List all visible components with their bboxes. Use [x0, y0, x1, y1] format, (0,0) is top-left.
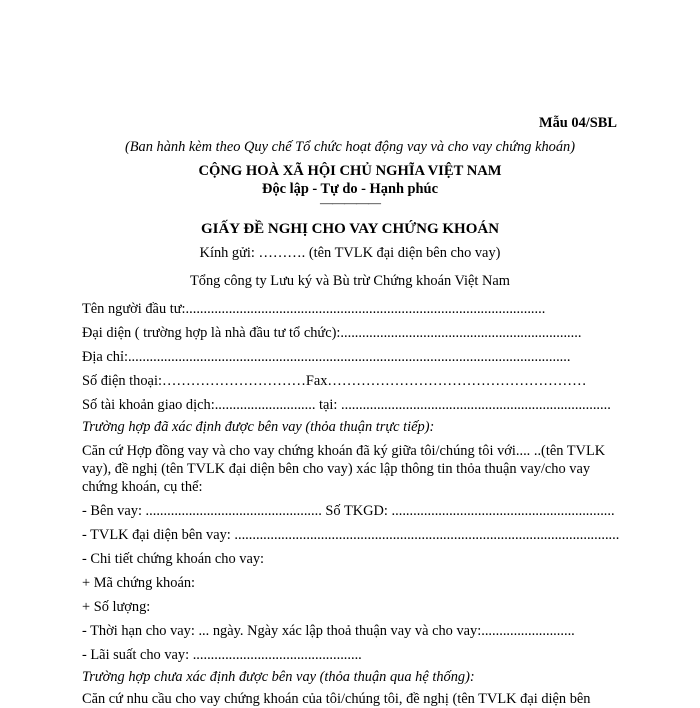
interest-rate-field: - Lãi suất cho vay: ............................................... [82, 647, 362, 663]
securities-details-label: - Chi tiết chứng khoán cho vay: [82, 551, 265, 567]
subtitle: (Ban hành kèm theo Quy chế Tổ chức hoạt động vay và cho vay chứng khoán) [124, 139, 576, 155]
addressee-organization: Tổng công ty Lưu ký và Bù trừ Chứng khoán Việt Nam [189, 273, 511, 289]
motto: Độc lập - Tự do - Hạnh phúc [262, 181, 438, 197]
representative-field: Đại diện ( trường hợp là nhà đầu tư tổ chức):................................................................... [82, 325, 582, 341]
form-code: Mẫu 04/SBL [539, 115, 617, 131]
account-field: Số tài khoản giao dịch:............................ tại: ........................................................................... [82, 397, 611, 413]
nation-header: CỘNG HOÀ XÃ HỘI CHỦ NGHĨA VIỆT NAM [198, 163, 502, 179]
investor-name-field: Tên người đầu tư:.................................................................................................... [82, 301, 546, 317]
borrower-field: - Bên vay: ................................................. Số TKGD: .............................................................. [82, 503, 615, 519]
loan-term-field: - Thời hạn cho vay: ... ngày. Ngày xác lập thoả thuận vay và cho vay:.......................... [82, 623, 575, 639]
securities-symbol-field: + Mã chứng khoán: [82, 575, 196, 591]
document-title: GIẤY ĐỀ NGHỊ CHO VAY CHỨNG KHOÁN [200, 221, 500, 237]
case1-paragraph: Căn cứ Hợp đồng vay và cho vay chứng khoán đã ký giữa tôi/chúng tôi với.... ..(tên TVLK vay), đề nghị (tên TVLK đại diện bên cho vay) xác lập thông tin thỏa thuận vay/cho vay chứng khoán, cụ thể: [82, 443, 606, 495]
case1-heading: Trường hợp đã xác định được bên vay (thỏa thuận trực tiếp): [82, 419, 435, 435]
quantity-field: + Số lượng: [82, 599, 151, 615]
case2-heading: Trường hợp chưa xác định được bên vay (thỏa thuận qua hệ thống): [82, 669, 475, 685]
address-field: Địa chỉ:........................................................................................................................... [82, 349, 571, 365]
case2-paragraph: Căn cứ nhu cầu cho vay chứng khoán của tôi/chúng tôi, đề nghị (tên TVLK đại diện bên [82, 691, 591, 707]
addressee: Kính gửi: ………. (tên TVLK đại diện bên cho vay) [199, 245, 501, 261]
phone-fax-field: Số điện thoại:…………………………Fax……………………………………………… [82, 373, 587, 389]
separator: ————— [320, 195, 380, 210]
borrower-tvlk-field: - TVLK đại diện bên vay: ........................................................................................................... [82, 527, 620, 543]
